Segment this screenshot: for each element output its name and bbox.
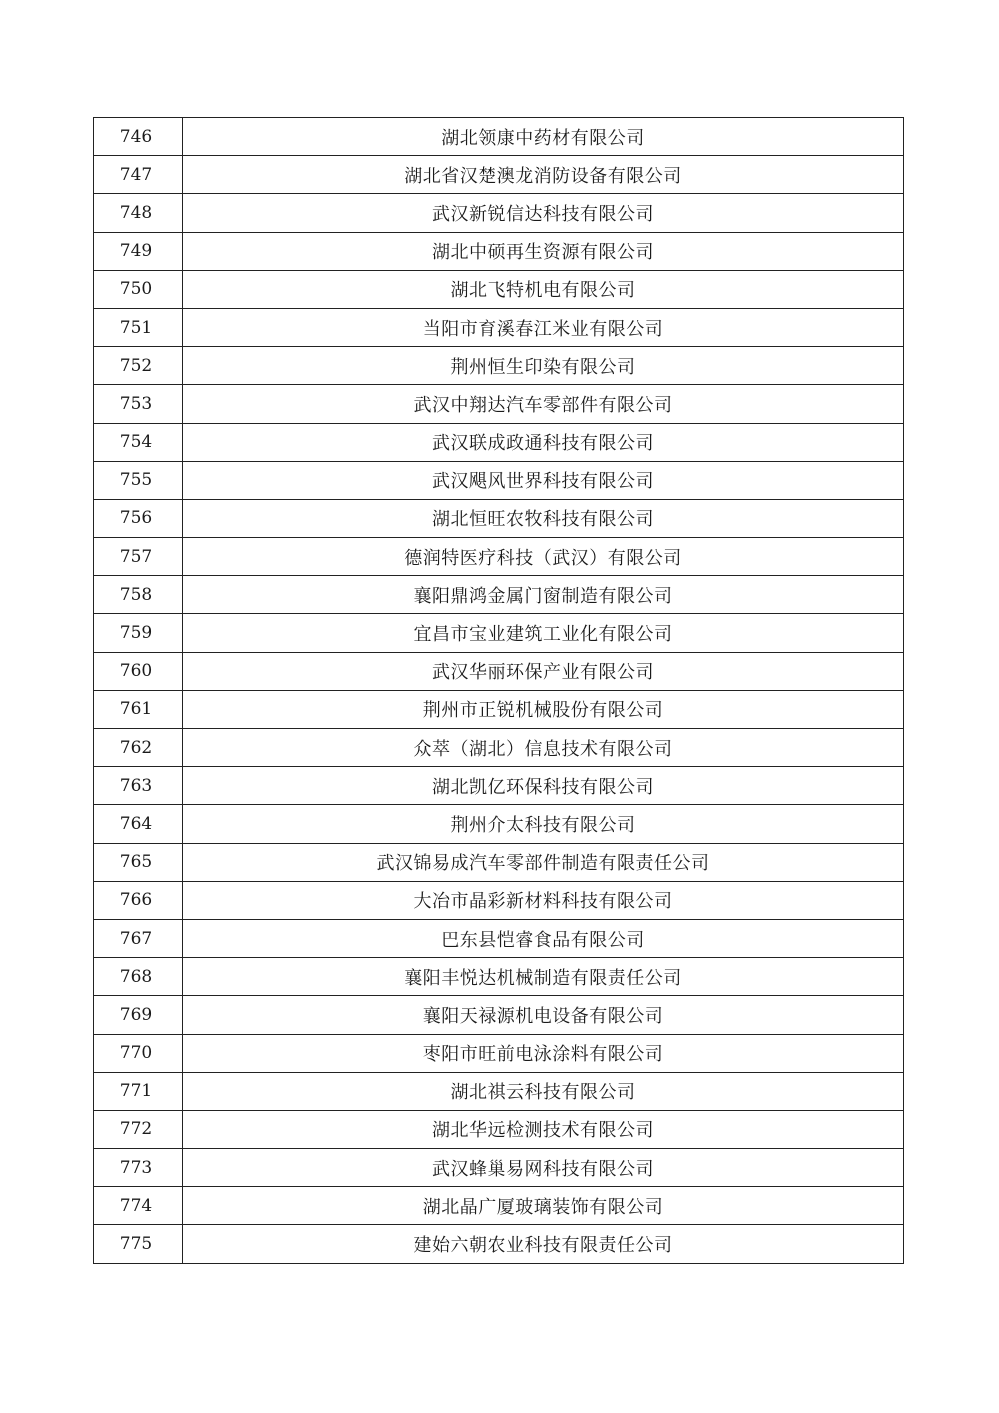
- company-name: 武汉锦易成汽车零部件制造有限责任公司: [183, 843, 904, 881]
- table-row: [94, 385, 904, 423]
- table-row: [94, 1187, 904, 1225]
- company-list-table: [93, 117, 904, 1264]
- row-number: 775: [94, 1225, 183, 1263]
- row-number: 747: [94, 156, 183, 194]
- table-row: [94, 1034, 904, 1072]
- row-number: 754: [94, 423, 183, 461]
- table-row: [94, 461, 904, 499]
- company-name: 湖北省汉楚澳龙消防设备有限公司: [183, 156, 904, 194]
- company-name: 当阳市育溪春江米业有限公司: [183, 308, 904, 346]
- company-name: 湖北飞特机电有限公司: [183, 270, 904, 308]
- company-name: 荆州市正锐机械股份有限公司: [183, 690, 904, 728]
- row-number: 756: [94, 499, 183, 537]
- company-name: 宜昌市宝业建筑工业化有限公司: [183, 614, 904, 652]
- company-name: 武汉中翔达汽车零部件有限公司: [183, 385, 904, 423]
- row-number: 769: [94, 996, 183, 1034]
- company-name: 襄阳丰悦达机械制造有限责任公司: [183, 958, 904, 996]
- row-number: 762: [94, 729, 183, 767]
- table-row: [94, 194, 904, 232]
- table-row: [94, 767, 904, 805]
- row-number: 774: [94, 1187, 183, 1225]
- table-row: [94, 996, 904, 1034]
- table-row: [94, 118, 904, 156]
- row-number: 748: [94, 194, 183, 232]
- row-number: 771: [94, 1072, 183, 1110]
- table-row: [94, 1149, 904, 1187]
- company-name: 湖北凯亿环保科技有限公司: [183, 767, 904, 805]
- table-row: [94, 843, 904, 881]
- company-name: 武汉蜂巢易网科技有限公司: [183, 1149, 904, 1187]
- row-number: 751: [94, 308, 183, 346]
- company-name: 湖北恒旺农牧科技有限公司: [183, 499, 904, 537]
- company-name: 湖北中硕再生资源有限公司: [183, 232, 904, 270]
- table-row: [94, 232, 904, 270]
- company-name: 巴东县恺睿食品有限公司: [183, 919, 904, 957]
- row-number: 757: [94, 538, 183, 576]
- table-row: [94, 347, 904, 385]
- row-number: 767: [94, 919, 183, 957]
- table-row: [94, 652, 904, 690]
- table-row: [94, 576, 904, 614]
- row-number: 763: [94, 767, 183, 805]
- company-name: 大冶市晶彩新材料科技有限公司: [183, 881, 904, 919]
- table-row: [94, 958, 904, 996]
- row-number: 753: [94, 385, 183, 423]
- row-number: 772: [94, 1110, 183, 1148]
- table-row: [94, 690, 904, 728]
- row-number: 755: [94, 461, 183, 499]
- company-name: 德润特医疗科技（武汉）有限公司: [183, 538, 904, 576]
- row-number: 746: [94, 118, 183, 156]
- row-number: 765: [94, 843, 183, 881]
- row-number: 766: [94, 881, 183, 919]
- company-name: 荆州恒生印染有限公司: [183, 347, 904, 385]
- row-number: 770: [94, 1034, 183, 1072]
- company-name: 武汉华丽环保产业有限公司: [183, 652, 904, 690]
- company-name: 武汉新锐信达科技有限公司: [183, 194, 904, 232]
- row-number: 764: [94, 805, 183, 843]
- company-name: 湖北领康中药材有限公司: [183, 118, 904, 156]
- row-number: 768: [94, 958, 183, 996]
- row-number: 761: [94, 690, 183, 728]
- table-row: [94, 1110, 904, 1148]
- company-name: 荆州介太科技有限公司: [183, 805, 904, 843]
- row-number: 752: [94, 347, 183, 385]
- company-name: 武汉飓风世界科技有限公司: [183, 461, 904, 499]
- company-name: 襄阳天禄源机电设备有限公司: [183, 996, 904, 1034]
- company-name: 武汉联成政通科技有限公司: [183, 423, 904, 461]
- company-name: 建始六朝农业科技有限责任公司: [183, 1225, 904, 1263]
- company-name: 湖北华远检测技术有限公司: [183, 1110, 904, 1148]
- table-row: [94, 538, 904, 576]
- company-name: 襄阳鼎鸿金属门窗制造有限公司: [183, 576, 904, 614]
- table-row: [94, 499, 904, 537]
- table-row: [94, 308, 904, 346]
- table-row: [94, 1225, 904, 1263]
- company-name: 众萃（湖北）信息技术有限公司: [183, 729, 904, 767]
- table-row: [94, 270, 904, 308]
- row-number: 759: [94, 614, 183, 652]
- table-row: [94, 881, 904, 919]
- table-row: [94, 729, 904, 767]
- row-number: 758: [94, 576, 183, 614]
- company-name: 湖北祺云科技有限公司: [183, 1072, 904, 1110]
- table-row: [94, 805, 904, 843]
- table-row: [94, 1072, 904, 1110]
- row-number: 760: [94, 652, 183, 690]
- table-row: [94, 919, 904, 957]
- table-row: [94, 156, 904, 194]
- row-number: 773: [94, 1149, 183, 1187]
- company-list-body: [94, 118, 904, 1264]
- row-number: 749: [94, 232, 183, 270]
- company-name: 枣阳市旺前电泳涂料有限公司: [183, 1034, 904, 1072]
- company-name: 湖北晶广厦玻璃装饰有限公司: [183, 1187, 904, 1225]
- table-row: [94, 423, 904, 461]
- table-row: [94, 614, 904, 652]
- row-number: 750: [94, 270, 183, 308]
